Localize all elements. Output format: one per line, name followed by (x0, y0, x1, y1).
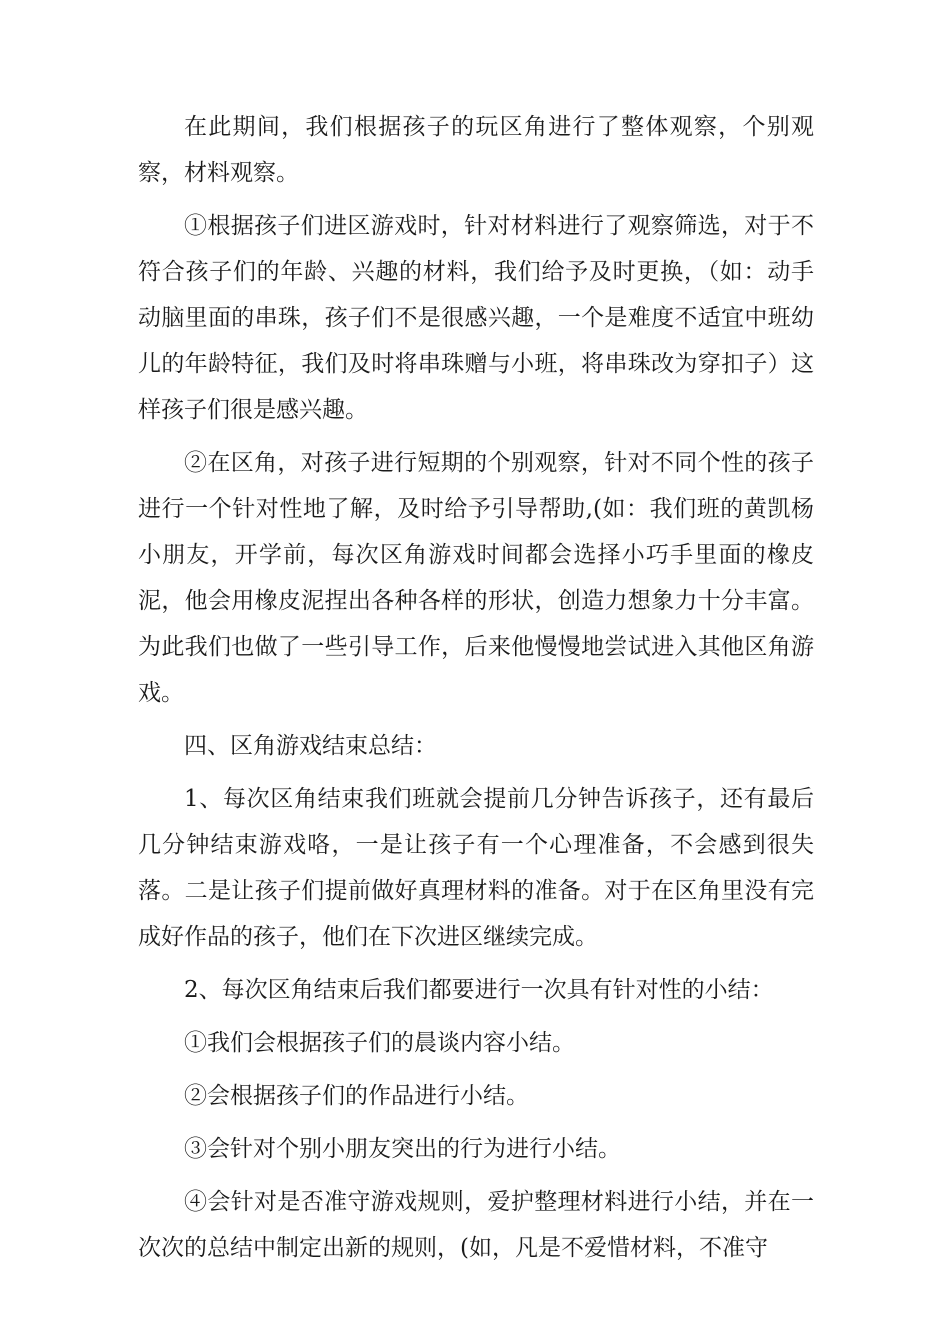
section-heading-summary: 四、区角游戏结束总结： (184, 733, 437, 759)
paragraph-observation-intro: 在此期间，我们根据孩子的玩区角进行了整体观察，个别观察，材料观察。 (138, 114, 814, 186)
paragraph-summary-item-2: 2、每次区角结束后我们都要进行一次具有针对性的小结： (184, 977, 774, 1003)
document-body (138, 104, 814, 1278)
paragraph-summary-item-1: 1、每次区角结束我们班就会提前几分钟告诉孩子，还有最后几分钟结束游戏咯，一是让孩子有一个心理准备，不会感到很失落。二是让孩子们提前做好真理材料的准备。对于在区角里没有完成好作品的孩子，他们在下次进区继续完成。 (138, 786, 814, 950)
paragraph-subitem-3: ③会针对个别小朋友突出的行为进行小结。 (184, 1136, 621, 1162)
paragraph-material-screening: ①根据孩子们进区游戏时，针对材料进行了观察筛选，对于不符合孩子们的年龄、兴趣的材料，我们给予及时更换，（如：动手动脑里面的串珠，孩子们不是很感兴趣，一个是难度不适宜中班幼儿的年龄特征，我们及时将串珠赠与小班，将串珠改为穿扣子）这样孩子们很是感兴趣。 (138, 213, 814, 423)
paragraph-subitem-2: ②会根据孩子们的作品进行小结。 (184, 1083, 529, 1109)
paragraph-subitem-1: ①我们会根据孩子们的晨谈内容小结。 (184, 1030, 575, 1056)
paragraph-subitem-4: ④会针对是否准守游戏规则，爱护整理材料进行小结，并在一次次的总结中制定出新的规则，(如，凡是不爱惜材料，不准守 (138, 1189, 814, 1261)
paragraph-individual-observation: ②在区角，对孩子进行短期的个别观察，针对不同个性的孩子进行一个针对性地了解，及时给予引导帮助,(如：我们班的黄凯杨小朋友，开学前，每次区角游戏时间都会选择小巧手里面的橡皮泥，他会用橡皮泥捏出各种各样的形状，创造力想象力十分丰富。为此我们也做了一些引导工作，后来他慢慢地尝试进入其他区角游戏。 (138, 450, 814, 706)
